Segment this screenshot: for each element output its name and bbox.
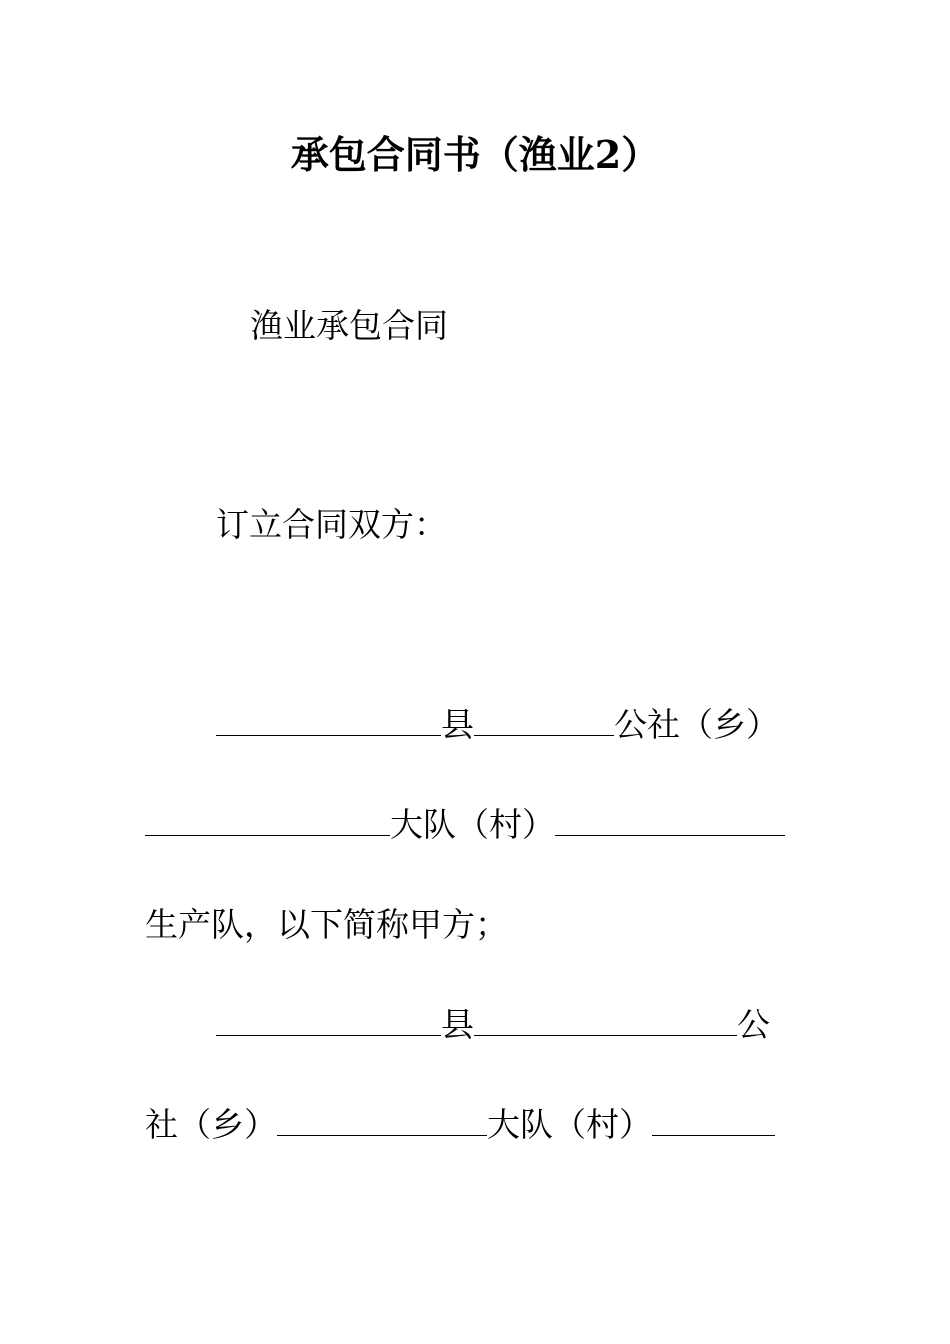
document-subtitle: 渔业承包合同 [250, 306, 448, 345]
blank-field [474, 705, 614, 736]
document-title: 承包合同书（渔业2） [290, 132, 660, 177]
brigade-label: 大队（村） [487, 1105, 652, 1144]
commune-label-start: 公 [737, 1005, 770, 1044]
party-b-line-2 [145, 1105, 775, 1145]
county-label: 县 [441, 1005, 474, 1044]
county-label: 县 [441, 705, 474, 744]
blank-field [555, 805, 785, 836]
commune-label: 公社（乡） [614, 705, 779, 744]
party-a-line-1 [216, 705, 779, 745]
blank-field [277, 1105, 487, 1136]
blank-field [216, 705, 441, 736]
brigade-label: 大队（村） [390, 805, 555, 844]
blank-field [216, 1005, 441, 1036]
party-b-line-1 [216, 1005, 770, 1045]
blank-field [474, 1005, 737, 1036]
blank-field [145, 805, 390, 836]
blank-field [652, 1105, 775, 1136]
party-a-line-2 [145, 805, 785, 845]
party-a-line-3: 生产队，以下简称甲方； [145, 905, 508, 944]
commune-label-end: 社（乡） [145, 1105, 277, 1144]
parties-heading: 订立合同双方： [216, 505, 447, 544]
